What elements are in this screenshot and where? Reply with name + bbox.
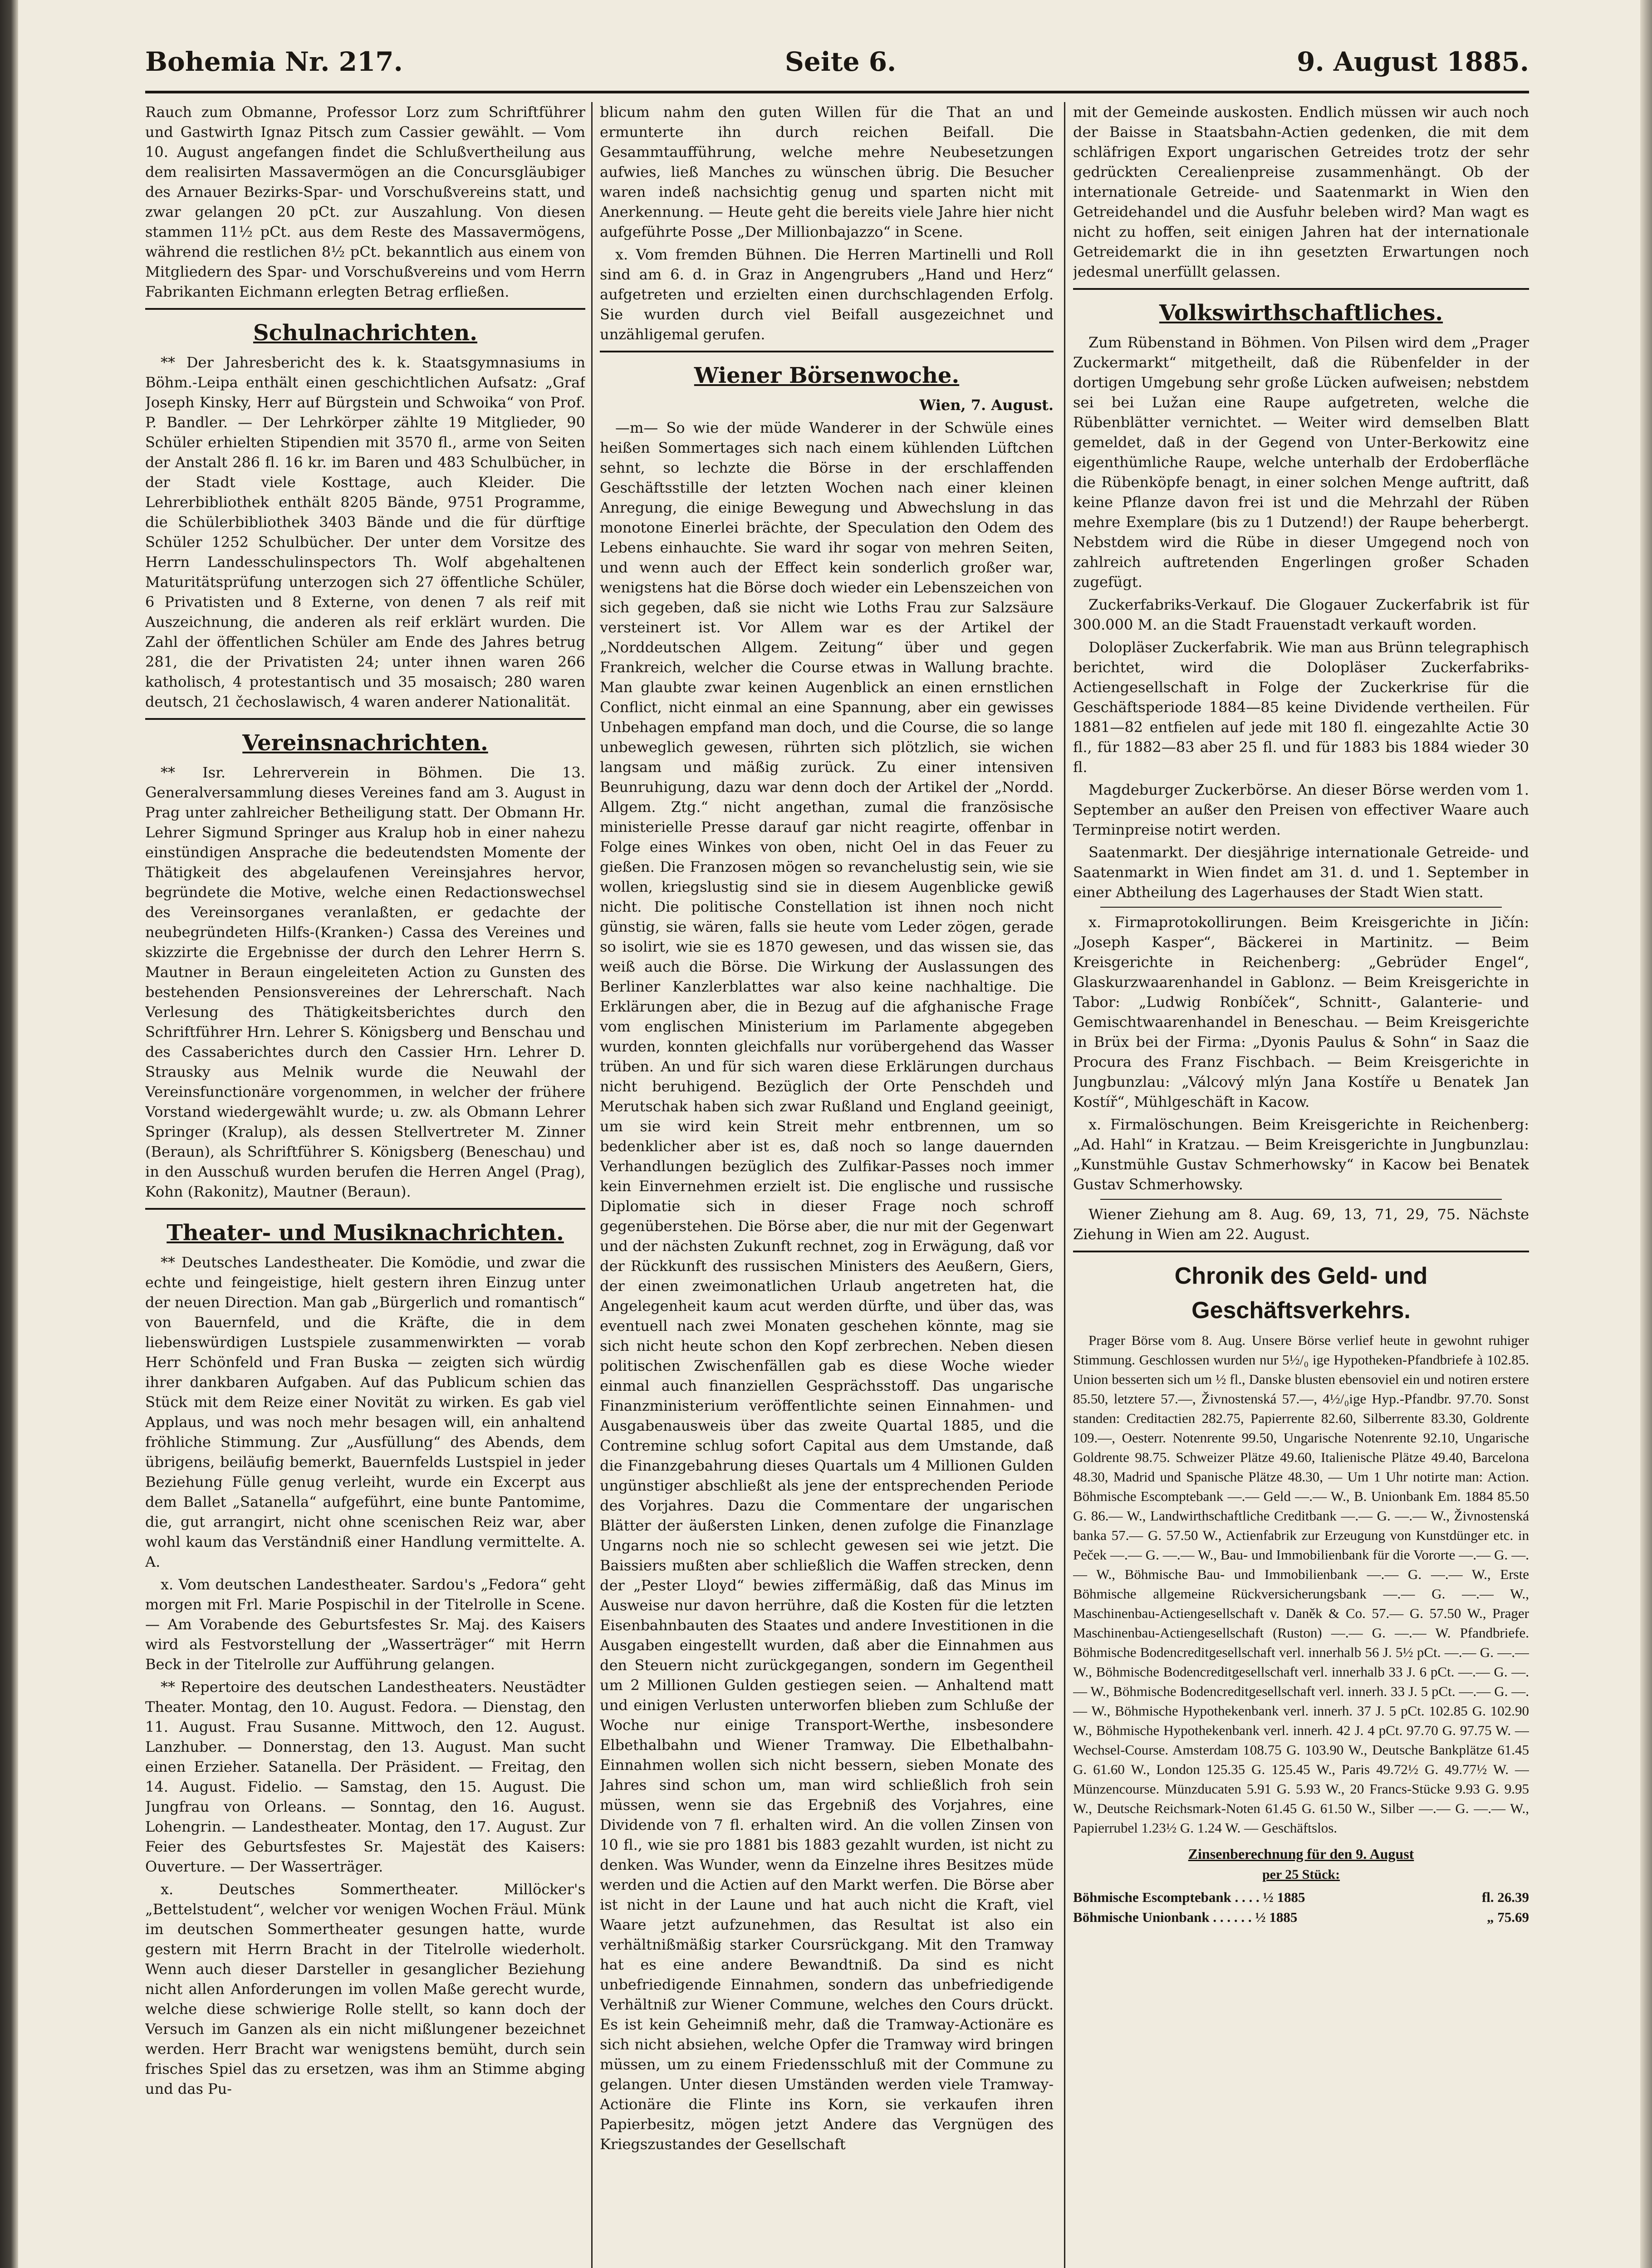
article-vom-landestheater: x. Vom deutschen Landestheater. Sardou's „Fedora“ geht morgen mit Frl. Marie Pospischil in der Titelrolle in Scene. — Am Vorabende des Geburtsfestes Sr. Maj. des Kaisers wird als Festvorstellung der „Wasserträger“ mit Herrn Beck in der Titelrolle zur Aufführung gelangen. [145,1576,585,1673]
article-continuation: mit der Gemeinde auskosten. Endlich müssen wir auch noch der Baisse in Staatsbahn-Actien gedenken, die mit dem schläfrigen Export ungarischen Getreides trotz der sehr gedrückten Cerealienpreise zusammenhängt. Ob der internationale Getreide- und Saatenmarkt in Wien den Getreidehandel und die Ausfuhr beleben wird? Man wagt es nicht zu hoffen, seit einigen Jahren hat der internationale Getreidemarkt die in ihn gesetzten Erwartungen noch jedesmal unerfüllt gelassen. [1073,103,1529,280]
interest-row-label: Böhmische Unionbank . . . . . . ½ 1885 [1073,1909,1298,1925]
article-landestheater: ** Deutsches Landestheater. Die Komödie, und zwar die echte und feingeistige, hielt gestern ihren Einzug unter der neuen Direction. Man gab „Bürgerlich und romantisch“ von Bauernfeld, und die Kräfte, die in dem liebenswürdigen Lustspiele zusammenwirkten — vorab Herr Schönfeld und Fran Buska — zeigten sich würdig ihrer dankbaren Aufgaben. Auf das Publicum schien das Stück mit dem Reize einer Novität zu wirken. Es gab viel Applaus, und was noch mehr besagen will, ein anhaltend fröhliche Stimmung. Zur „Ausfüllung“ des Abends, dem übrigens, beiläufig bemerkt, Bauernfelds Lustspiel in jeder Beziehung Fülle genug verleiht, wurde ein Excerpt aus dem Ballet „Satanella“ aufgeführt, eine bunte Pantomime, die, gut arrangirt, nicht ohne scenischen Reiz war, aber wohl kaum das Verständniß einer Handlung vermittelte. A. A. [145,1254,585,1570]
section-title-theater: Theater- und Musiknachrichten. [167,1220,564,1246]
section-divider [1073,1251,1529,1252]
interest-row [1073,1887,1529,1907]
dateline: Wien, 7. August. [919,396,1054,414]
article-sommertheater: x. Deutsches Sommertheater. Millöcker's „Bettelstudent“, welcher vor wenigen Wochen Fräul. Münk im deutschen Sommertheater gesungen hatte, wurde gestern mit Herrn Bracht in der Titelrolle wiederholt. Wenn auch dieser Darsteller in gesanglicher Beziehung nicht allen Anforderungen im vollen Maße gerecht wurde, welche diese schwierige Rolle stellt, so kann doch der Versuch im Ganzen als ein nicht mißlungener bezeichnet werden. Herr Bracht war wenigstens bemüht, durch sein frisches Spiel das zu ersetzen, was ihm an Stimme abging und das Pu- [145,1881,585,2097]
section-title-volkswirthschaft: Volkswirthschaftliches. [1159,300,1443,326]
article-zuckerfabrik-verkauf: Zuckerfabriks-Verkauf. Die Glogauer Zuckerfabrik ist für 300.000 M. an die Stadt Frauenstadt verkauft worden. [1073,596,1529,633]
issue-date: 9. August 1885. [1297,46,1529,77]
article-doloplaser: Dolopläser Zuckerfabrik. Wie man aus Brünn telegraphisch berichtet, wird die Dolopläser Zuckerfabriks-Actiengesellschaft in Folge der Zuckerkrise für die Geschäftsperiode 1884—85 keine Dividende vertheilen. Für 1881—82 entfielen auf jede mit 180 fl. eingezahlte Actie 30 fl., für 1882—83 aber 25 fl. und für 1883 bis 1884 wieder 30 fl. [1073,639,1529,776]
section-divider [145,308,585,310]
section-divider [1100,907,1502,908]
column-divider-1 [591,102,593,2268]
page-right-edge [1640,0,1652,2268]
page-binding-edge [0,0,18,2268]
interest-table-subtitle: per 25 Stück: [1262,1867,1340,1882]
article-continuation: Rauch zum Obmanne, Professor Lorz zum Schriftführer und Gastwirth Ignaz Pitsch zum Cassier gewählt. — Vom 10. August angefangen findet die Schlußvertheilung aus dem realisirten Massavermögen an die Concursgläubiger des Arnauer Bezirks-Spar- und Vorschußvereins statt, und zwar gelangen 20 pCt. zur Auszahlung. Von diesen stammen 11½ pCt. aus dem Reste des Massavermögens, während die restlichen 8½ pCt. bekanntlich aus einem von Mitgliedern des Spar- und Vorschußvereins und vom Herrn Fabrikanten Eichmann erlegten Betrag erfließen. [145,103,585,300]
interest-row-label: Böhmische Escomptebank . . . . ½ 1885 [1073,1889,1305,1905]
article-saatenmarkt: Saatenmarkt. Der diesjährige internationale Getreide- und Saatenmarkt in Wien findet am 31. d. und 1. September in einer Abtheilung des Lagerhauses der Stadt Wien statt. [1073,844,1529,901]
column-divider-2 [1064,102,1065,2268]
section-title-schul: Schulnachrichten. [253,320,477,346]
interest-row [1073,1907,1529,1927]
interest-table-title: Zinsenberechnung für den 9. August [1188,1846,1414,1862]
article-firmaloeschung: x. Firmalöschungen. Beim Kreisgerichte in Reichenberg: „Ad. Hahl“ in Kratzau. — Beim Kreisgerichte in Jungbunzlau: „Kunstmühle Gustav Schmerhowsky“ in Kacow bei Benatek Gustav Schmerhowsky. [1073,1116,1529,1193]
section-divider [145,1208,585,1210]
interest-row-value: „ 75.69 [1487,1909,1529,1925]
article-continuation: blicum nahm den guten Willen für die That an und ermunterte ihn durch reichen Beifall. Die Gesammtaufführung, welche mehre Neubesetzungen aufwies, ließ Manches zu wünschen übrig. Die Besucher waren indeß nachsichtig genug und sparten nicht mit Anerkennung. — Heute geht die bereits viele Jahre hier nicht aufgeführte Posse „Der Millionbajazzo“ in Scene. [600,103,1054,240]
section-divider [1073,288,1529,290]
section-divider [1100,1199,1502,1200]
section-title-boerse: Wiener Börsenwoche. [694,363,960,388]
article-ruebenstand: Zum Rübenstand in Böhmen. Von Pilsen wird dem „Prager Zuckermarkt“ mitgetheilt, daß die Rübenfelder in der dortigen Umgebung sehr große Lücken aufweisen; nebstdem sei bei Lužan eine Raupe aufgetreten, welche die Rübenblätter vernichtet. — Weiter wird demselben Blatt gemeldet, daß in der Gegend von Unter-Berkowitz eine eigenthümliche Raupe, welche unterhalb der Erdoberfläche die Rübenköpfe benagt, in einer solchen Menge auftritt, daß keine Pflanze davon frei ist und die Mehrzahl der Rüben mehre Exemplare (bis zu 1 Dutzend!) der Raupe beherbergt. Nebstdem wird die Rübe in dieser Umgegend noch von zahlreich auftretenden Engerlingen großer Schaden zugefügt. [1073,334,1529,591]
section-title-chronik: Chronik des Geld- und Geschäftsverkehrs. [1174,1263,1428,1324]
article-gymnasium-report: ** Der Jahresbericht des k. k. Staatsgymnasiums in Böhm.-Leipa enthält einen geschichtlichen Aufsatz: „Graf Joseph Kinsky, Herr auf Bürgstein und Schwoika“ von Prof. P. Bandler. — Der Lehrkörper zählte 19 Mitglieder, 90 Schüler erhielten Stipendien mit 3570 fl., arme von Seiten der Anstalt 286 fl. 16 kr. im Baren und 483 Schulbücher, in der Stadt viele Kosttage, auch Kleider. Die Lehrerbibliothek enthält 8205 Bände, 9751 Programme, die Schülerbibliothek 3403 Bände und die für dürftige Schüler 1252 Schulbücher. Der unter dem Vorsitze des Herrn Landesschulinspectors Th. Wolf abgehaltenen Maturitätsprüfung unterzogen sich 27 öffentliche Schüler, 6 Privatisten und 8 Externe, von denen 7 als reif mit Auszeichnung, die anderen als reif erklärt wurden. Die Zahl der öffentlichen Schüler am Ende des Jahres betrug 281, die der Privatisten 24; unter ihnen waren 266 katholisch, 4 protestantisch und 35 mosaisch; 280 waren deutsch, 21 čechoslawisch, 4 waren anderer Nationalität. [145,354,585,710]
interest-row-value: fl. 26.39 [1481,1889,1529,1905]
article-fremde-buehnen: x. Vom fremden Bühnen. Die Herren Martinelli und Roll sind am 6. d. in Graz in Angengrubers „Hand und Herz“ aufgetreten und erzielten einen durchschlagenden Erfolg. Sie wurden durch viel Beifall ausgezeichnet und unzähligemal gerufen. [600,246,1054,343]
page-number: Seite 6. [785,46,897,77]
lottery-draw: Wiener Ziehung am 8. Aug. 69, 13, 71, 29, 75. Nächste Ziehung in Wien am 22. August. [1073,1206,1529,1243]
article-boersenwoche: —m— So wie der müde Wanderer in der Schwüle eines heißen Sommertages sich nach einem kühlenden Lüftchen sehnt, so lechzte die Börse in der erschlaffenden Geschäftsstille der letzten Wochen nach einer kleinen Anregung, die einige Bewegung und Abwechslung in das monotone Einerlei brächte, der Speculation den Odem des Lebens einhauchte. Sie ward ihr sogar von mehren Seiten, und wenn auch der Effect kein sonderlich großer war, wenigstens hat die Börse doch wieder ein Lebenszeichen von sich gegeben, daß sie nicht wie Loths Frau zur Salzsäure versteinert ist. Vor Allem war es der Artikel der „Norddeutschen Allgem. Zeitung“ über und gegen Frankreich, welcher die Course etwas in Wallung brachte. Man glaubte zwar keinen Augenblick an einen ernstlichen Conflict, nicht einmal an eine Spannung, aber ein gewisses Unbehagen empfand man doch, und die Course, die so lange unbeweglich gewesen, rührten sich plötzlich, sie wichen langsam und mäßig zurück. Zu einer intensiven Beunruhigung, dazu war denn doch der Artikel der „Nordd. Allgem. Ztg.“ nicht angethan, zumal die französische ministerielle Presse darauf gar nicht reagirte, offenbar in Folge eines Winkes von oben, nicht Oel in das Feuer zu gießen. Die Franzosen mögen so revanchelustig sein, wie sie wollen, kriegslustig sind sie in diesem Augenblicke gewiß nicht. Die politische Constellation ist ihnen noch nicht günstig, sie wären, falls sie heute vom Leder zögen, gerade so isolirt, wie sie es 1870 gewesen, und das wissen sie, das weiß auch die Börse. Die Wirkung der Auslassungen des Berliner Kanzlerblattes war also keine nachhaltige. Die Erklärungen aber, die in Bezug auf die afghanische Frage vom englischen Ministerium im Parlamente abgegeben wurden, konnten gleichfalls nur vorübergehend das Wasser trüben. An und für sich waren diese Erklärungen durchaus nicht beruhigend. Bezüglich der Orte Penschdeh und Merutschak haben sich zwar Rußland und England geeinigt, um sie wird kein Streit mehr entbrennen, um so bedenklicher aber ist es, daß noch so lange dauernden Verhandlungen bezüglich des Zulfikar-Passes noch immer kein Einvernehmen erzielt ist. Die englische und russische Diplomatie sich in dieser Frage noch schroff gegenüberstehen. Die Börse aber, die nur mit der Gegenwart und der nächsten Zukunft rechnet, zog in Erwägung, daß vor der Rückkunft des russischen Ministers des Aeußern, Giers, der einen zweimonatlichen Urlaub angetreten hat, die Angelegenheit kaum acut werden dürfte, und über das, was eventuell nach zwei Monaten geschehen könnte, mag sie sich nicht heute schon den Kopf zerbrechen. Neben diesen politischen Zwischenfällen gab es diese Woche wieder einmal auch finanziellen Gesprächsstoff. Das ungarische Finanzministerium veröffentlichte seinen Einnahmen- und Ausgabenausweis über das zweite Quartal 1885, und die Contremine schlug sofort Capital aus dem Umstande, daß die Finanzgebahrung dieses Quartals um 4 Millionen Gulden ungünstiger abschließt als jene der entsprechenden Periode des Vorjahres. Dazu die Commentare der ungarischen Blätter der äußersten Linken, denen zufolge die Finanzlage Ungarns noch nie so schlecht gewesen sei wie jetzt. Die Baissiers mußten aber schließlich die Waffen strecken, denn der „Pester Lloyd“ bewies ziffermäßig, daß das Minus im Ausweise nur davon herrühre, daß die Kosten für die letzten Eisenbahnbauten des Staates und andere Investitionen in die Ausgaben eingestellt wurden, daß aber die Einnahmen aus den Steuern nicht zurückgegangen, sondern im Gegentheil um 2 Millionen Gulden gestiegen seien. — Anhaltend matt und einigen Verlusten unterworfen blieben zum Schluße der Woche nur einige Transport-Werthe, insbesondere Elbethalbahn und Wiener Tramway. Die Elbethalbahn-Einnahmen wollen sich nicht bessern, sieben Monate des Jahres sind schon um, man wird schließlich froh sein müssen, wenn sie das Ergebniß des Vorjahres, eine Dividende von 7 fl. erhalten wird. An die vollen Zinsen von 10 fl., wie sie pro 1881 bis 1883 gezahlt wurden, ist nicht zu denken. Was Wunder, wenn da Einzelne ihres Besitzes müde werden und die Actien auf den Markt werfen. Die Börse aber ist nicht in der Laune und hat auch nicht die Kraft, viel Waare jetzt aufzunehmen, das Resultat ist also ein verhältnißmäßig starker Coursrückgang. Mit den Tramway hat es eine andere Bewandtniß. Da sind es nicht unbefriedigende Einnahmen, sondern das unbefriedigende Verhältniß zur Wiener Commune, welches den Cours drückt. Es ist kein Geheimniß mehr, daß die Tramway-Actionäre es sich nicht absiehen, welche Opfer die Tramway wird bringen müssen, um zu einem Friedensschluß mit der Commune zu gelangen. Unter diesen Umständen werden viele Tramway-Actionäre die Flinte ins Korn, sie verkaufen ihren Papierbesitz, mögen jetzt Andere das Vergnügen des Kriegszustandes der Gesellschaft [600,419,1054,2153]
column-1 [145,102,585,2268]
column-2 [600,102,1054,2268]
article-prager-boerse: Prager Börse vom 8. Aug. Unsere Börse verlief heute in gewohnt ruhiger Stimmung. Geschlossen wurden nur 5½/₀ ige Hypotheken-Pfandbriefe à 102.85. Union besserten sich um ½ fl., Danske blusten ebensoviel ein und notiren erstere 85.50, letztere 57.—, Živnostenská 57.—, 4½/₀ige Hyp.-Pfandbr. 97.70. Sonst standen: Creditactien 282.75, Papierrente 82.60, Silberrente 83.30, Goldrente 109.—, Oesterr. Notenrente 99.50, Ungarische Notenrente 92.10, Ungarische Goldrente 98.75. Schweizer Plätze 49.60, Italienische Plätze 49.40, Barcelona 48.30, Madrid und Spanische Plätze 48.30, — Um 1 Uhr notirte man: Action. Böhmische Escomptebank —.— Geld —.— W., B. Unionbank Em. 1884 85.50 G. 86.— W., Landwirthschaftliche Creditbank —.— G. —.— W., Živnostenská banka 57.— G. 57.50 W., Actienfabrik zur Erzeugung von Kunstdünger etc. in Peček —.— G. —.— W., Bau- und Immobilienbank für die Vororte —.— G. —.— W., Böhmische Bau- und Immobilienbank —.— G. —.— W., Erste Böhmische allgemeine Rückversicherungsbank —.— G. —.— W., Maschinenbau-Actiengesellschaft v. Daněk & Co. 57.— G. 57.50 W., Prager Maschinenbau-Actiengesellschaft (Ruston) —.— G. —.— W. Pfandbriefe. Böhmische Bodencreditgesellschaft verl. innerhalb 56 J. 5½ pCt. —.— G. —.— W., Böhmische Bodencreditgesellschaft verl. innerhalb 33 J. 6 pCt. —.— G. —.— W., Böhmische Bodencreditgesellschaft verl. innerh. 33 J. 5 pCt. —.— G. —.— W., Böhmische Hypothekenbank verl. innerh. 37 J. 5 pCt. 102.85 G. 102.90 W., Böhmische Hypothekenbank verl. innerh. 42 J. 4 pCt. 97.70 G. 97.75 W. — Wechsel-Course. Amsterdam 108.75 G. 103.90 W., Deutsche Bankplätze 61.45 G. 61.60 W., London 125.35 G. 125.45 W., Paris 49.72½ G. 49.77½ W. — Münzencourse. Münzducaten 5.91 G. 5.93 W., 20 Francs-Stücke 9.93 G. 9.95 W., Deutsche Reichsmark-Noten 61.45 G. 61.50 W., Silber —.— G. —.— W., Papierrubel 1.23½ G. 1.24 W. — Geschäftslos. [1073,1332,1529,1836]
section-divider [145,718,585,720]
page-header [145,42,1529,87]
article-magdeburg: Magdeburger Zuckerbörse. An dieser Börse werden vom 1. September an außer den Preisen von effectiver Waare auch Terminpreise notirt werden. [1073,781,1529,838]
section-divider [600,351,1054,352]
article-firmaprotokoll: x. Firmaprotokollirungen. Beim Kreisgerichte in Jičín: „Joseph Kasper“, Bäckerei in Martinitz. — Beim Kreisgerichte in Reichenberg: „Gebrüder Engel“, Glaskurzwaarenhandel in Gablonz. — Beim Kreisgerichte in Tabor: „Ludwig Ronbíček“, Schnitt-, Galanterie- und Gemischtwaarenhandel in Beneschau. — Beim Kreisgerichte in Brüx bei der Firma: „Dyonis Paulus & Sohn“ in Saaz die Procura des Franz Fischbach. — Beim Kreisgerichte in Jungbunzlau: „Válcový mlýn Jana Kostíře u Benatek Jan Kostíř“, Mühlgeschäft in Kacow. [1073,914,1529,1110]
section-title-verein: Vereinsnachrichten. [242,730,488,756]
article-repertoire: ** Repertoire des deutschen Landestheaters. Neustädter Theater. Montag, den 10. August. Fedora. — Dienstag, den 11. August. Frau Susanne. Mittwoch, den 12. August. Lanzhuber. — Donnerstag, den 13. August. Man sucht einen Erzieher. Satanella. Der Präsident. — Freitag, den 14. August. Fidelio. — Samstag, den 15. August. Die Jungfrau von Orleans. — Sonntag, den 16. August. Lohengrin. — Landestheater. Montag, den 17. August. Zur Feier des Geburtsfestes Sr. Majestät des Kaisers: Ouverture. — Der Wasserträger. [145,1678,585,1875]
article-lehrerverein: ** Isr. Lehrerverein in Böhmen. Die 13. Generalversammlung dieses Vereines fand am 3. August in Prag unter zahlreicher Betheiligung statt. Der Obmann Hr. Lehrer Sigmund Springer aus Kralup hob in einer nahezu einstündigen Ansprache die bedeutendsten Momente der Thätigkeit des abgelaufenen Vereinsjahres hervor, begründete die Motive, welche einen Redactionswechsel des Vereinsorganes veranlaßten, er gedachte der neubegründeten Hilfs-(Kranken-) Cassa des Vereines und skizzirte die Ergebnisse der durch den Lehrer Herrn S. Mautner in Beraun eingeleiteten Action zu Gunsten des bestehenden Pensionsvereines der Lehrerschaft. Nach Verlesung des Thätigkeitsberichtes durch den Schriftführer Hrn. Lehrer S. Königsberg und Benschau und des Cassaberichtes durch den Cassier Hrn. Lehrer D. Strausky aus Melnik wurde die Neuwahl der Vereinsfunctionäre vorgenommen, in welcher der frühere Vorstand wiedergewählt wurde; u. zw. als Obmann Lehrer Springer (Kralup), als dessen Stellvertreter M. Zinner (Beraun), als Schriftführer S. Königsberg (Beneschau) und in den Ausschuß wurden berufen die Herren Angel (Prag), Kohn (Rakonitz), Mautner (Beraun). [145,764,585,1200]
masthead-title: Bohemia Nr. 217. [145,46,403,77]
column-3 [1073,102,1529,2268]
header-rule [145,91,1529,93]
